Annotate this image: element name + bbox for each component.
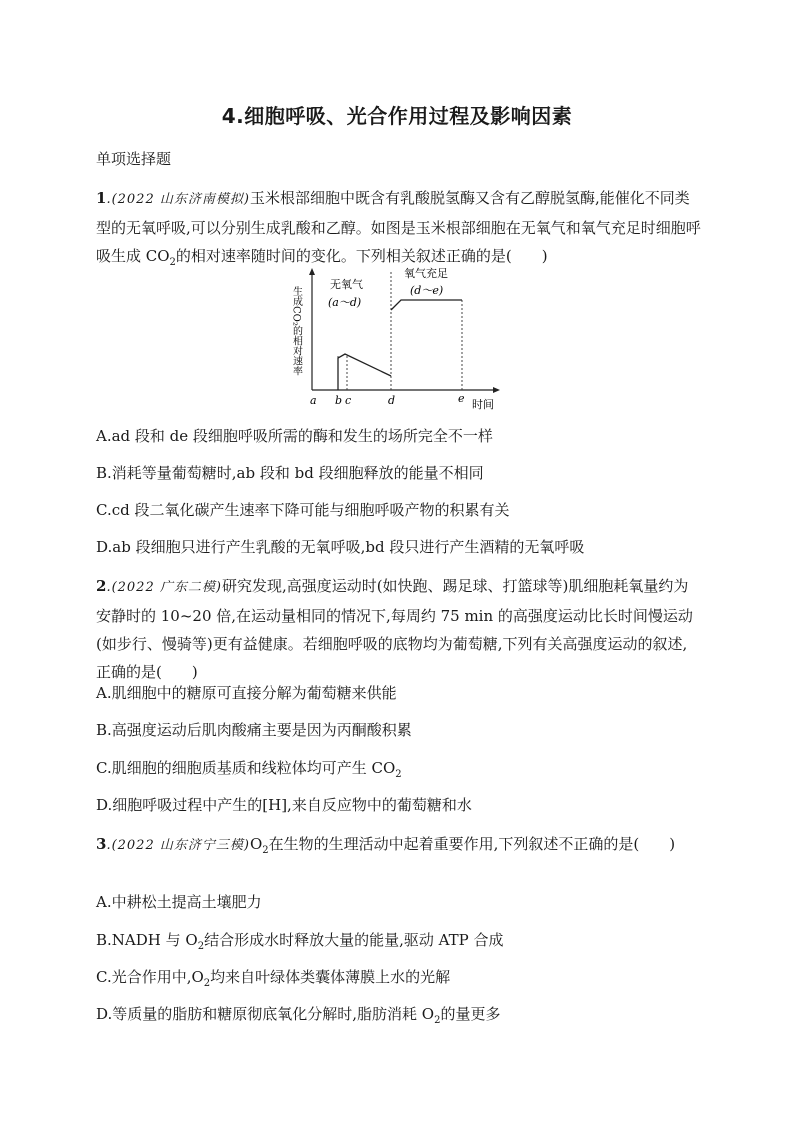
co2-rate-chart <box>290 262 510 410</box>
q3-option-a: A.中耕松土提高土壤肥力 <box>96 893 262 911</box>
question-source: .(2022 广东二模) <box>106 580 222 595</box>
q1-option-c: C.cd 段二氧化碳产生速率下降可能与细胞呼吸产物的积累有关 <box>96 501 510 519</box>
q3-option-c: C.光合作用中$,O_2$均来自叶绿体类囊体薄膜上水的光解 <box>96 968 451 989</box>
tick-label-e: e <box>458 392 465 405</box>
q1-option-b: B.消耗等量葡萄糖时,ab 段和 bd 段细胞释放的能量不相同 <box>96 464 484 482</box>
series-anaerobic-line <box>338 354 391 390</box>
q2-option-d: D.细胞呼吸过程中产生的[H],来自反应物中的葡萄糖和水 <box>96 796 472 814</box>
q1-option-a: A.ad 段和 de 段细胞呼吸所需的酶和发生的场所完全不一样 <box>96 427 493 445</box>
tick-label-b: b <box>335 394 343 407</box>
question-3-stem: 3.(2022 山东济宁三模)$O_2$在生物的生理活动中起着重要作用,下列叙述不正确的是( ) <box>96 835 676 856</box>
question-1-stem: 1.(2022 山东济南模拟)玉米根部细胞中既含有乳酸脱氢酶又含有乙醇脱氢酶,能催化不同类型的无氧呼吸,可以分别生成乳酸和乙醇。如图是玉米根部细胞在无氧气和氧气充足时细胞呼吸生成 $CO_2$的相对速率随时间的变化。下列相关叙述正确的是( ) <box>96 189 701 268</box>
question-number: 2 <box>96 577 107 595</box>
x-axis-label: 时间 <box>472 398 494 410</box>
page-title: 4.细胞呼吸、光合作用过程及影响因素 <box>221 104 573 128</box>
question-2-stem: 2.(2022 广东二模)研究发现,高强度运动时(如快跑、踢足球、打篮球等)肌细胞耗氧量约为安静时的 10~20 倍,在运动量相同的情况下,每周约 75 min 的高强度运动比长时间慢运动(如步行、慢骑等)更有益健康。若细胞呼吸的底物均为葡萄糖,下列有关高强度运动的叙述,正确的是( ) <box>96 577 693 681</box>
q3-option-d: D.等质量的脂肪和糖原彻底氧化分解时,脂肪消耗 $O_2$的量更多 <box>96 1005 501 1026</box>
tick-label-d: d <box>388 394 396 407</box>
annotation-no-oxygen-range: (a～d) <box>328 296 362 309</box>
question-number: 1 <box>96 189 107 207</box>
y-axis-label: 生成CO₂的相对速率 <box>290 286 302 376</box>
question-source: .(2022 山东济宁三模) <box>106 838 250 853</box>
q2-option-b: B.高强度运动后肌肉酸痛主要是因为丙酮酸积累 <box>96 721 412 739</box>
q1-option-d: D.ab 段细胞只进行产生乳酸的无氧呼吸,bd 段只进行产生酒精的无氧呼吸 <box>96 538 585 556</box>
question-number: 3 <box>96 835 107 853</box>
y-axis-arrow <box>309 268 315 275</box>
question-source: .(2022 山东济南模拟) <box>106 192 250 207</box>
series-aerobic-line <box>391 300 462 310</box>
q3-option-b: B.NADH 与 $O_2$结合形成水时释放大量的能量,驱动 ATP 合成 <box>96 931 504 952</box>
section-heading: 单项选择题 <box>96 150 172 168</box>
annotation-no-oxygen: 无氧气 <box>330 278 363 291</box>
x-axis-arrow <box>493 387 500 393</box>
q2-option-a: A.肌细胞中的糖原可直接分解为葡萄糖来供能 <box>96 684 397 702</box>
q2-option-c: C.肌细胞的细胞质基质和线粒体均可产生 $CO_2$ <box>96 759 402 780</box>
tick-label-c: c <box>345 394 352 407</box>
annotation-oxygen-range: (d～e) <box>410 284 444 297</box>
annotation-oxygen-sufficient: 氧气充足 <box>404 267 448 280</box>
tick-label-a: a <box>310 394 317 407</box>
